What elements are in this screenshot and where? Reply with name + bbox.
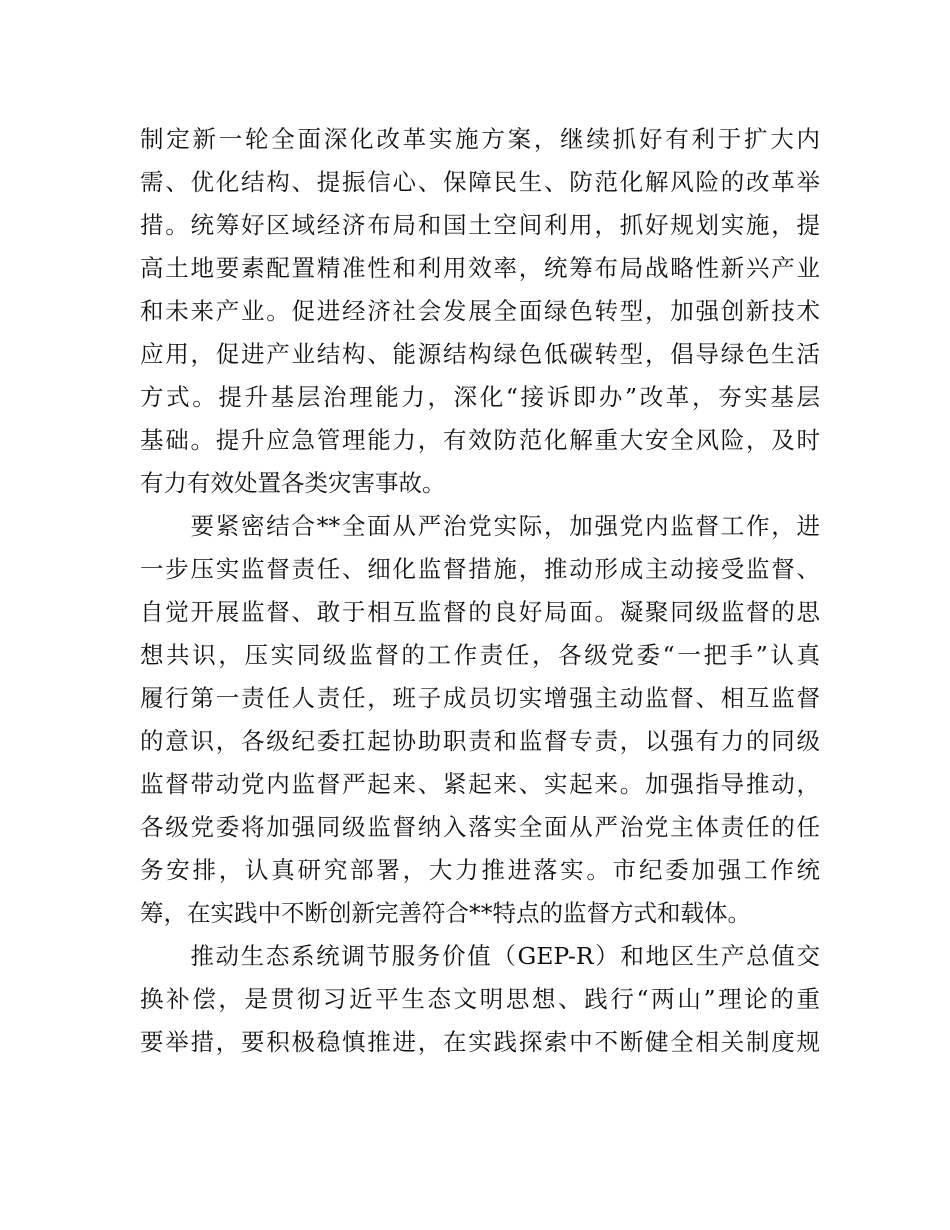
paragraph-line: 措。统筹好区域经济布局和国土空间利用，抓好规划实施，提 [140,211,820,239]
paragraph-line: 务安排，认真研究部署，大力推进落实。市纪委加强工作统 [140,856,820,884]
paragraph-line: 和未来产业。促进经济社会发展全面绿色转型，加强创新技术 [140,297,820,325]
paragraph-1 [140,118,820,505]
paragraph-line: 基础。提升应急管理能力，有效防范化解重大安全风险，及时 [140,426,820,454]
paragraph-line: 监督带动党内监督严起来、紧起来、实起来。加强指导推动， [140,770,820,798]
paragraph-3 [140,935,820,1064]
paragraph-line: 要举措，要积极稳慎推进，在实践探索中不断健全相关制度规 [140,1028,820,1056]
paragraph-line: 换补偿，是贯彻习近平生态文明思想、践行“两山”理论的重 [140,985,820,1013]
paragraph-line: 推动生态系统调节服务价值（GEP-R）和地区生产总值交 [140,942,820,970]
paragraph-line: 要紧密结合**全面从严治党实际，加强党内监督工作，进 [140,512,820,540]
paragraph-line: 制定新一轮全面深化改革实施方案，继续抓好有利于扩大内 [140,125,820,153]
paragraph-line: 的意识，各级纪委扛起协助职责和监督专责，以强有力的同级 [140,727,820,755]
paragraph-line: 高土地要素配置精准性和利用效率，统筹布局战略性新兴产业 [140,254,820,282]
paragraph-line: 应用，促进产业结构、能源结构绿色低碳转型，倡导绿色生活 [140,340,820,368]
paragraph-line: 自觉开展监督、敢于相互监督的良好局面。凝聚同级监督的思 [140,598,820,626]
paragraph-line: 筹，在实践中不断创新完善符合**特点的监督方式和载体。 [140,899,751,927]
paragraph-line: 想共识，压实同级监督的工作责任，各级党委“一把手”认真 [140,641,820,669]
paragraph-line: 履行第一责任人责任，班子成员切实增强主动监督、相互监督 [140,684,820,712]
paragraph-2 [140,505,820,935]
paragraph-line: 一步压实监督责任、细化监督措施，推动形成主动接受监督、 [140,555,820,583]
paragraph-line: 各级党委将加强同级监督纳入落实全面从严治党主体责任的任 [140,813,820,841]
document-body [140,118,820,1064]
paragraph-line: 需、优化结构、提振信心、保障民生、防范化解风险的改革举 [140,168,820,196]
paragraph-line: 方式。提升基层治理能力，深化“接诉即办”改革，夯实基层 [140,383,820,411]
paragraph-line: 有力有效处置各类灾害事故。 [140,469,446,497]
